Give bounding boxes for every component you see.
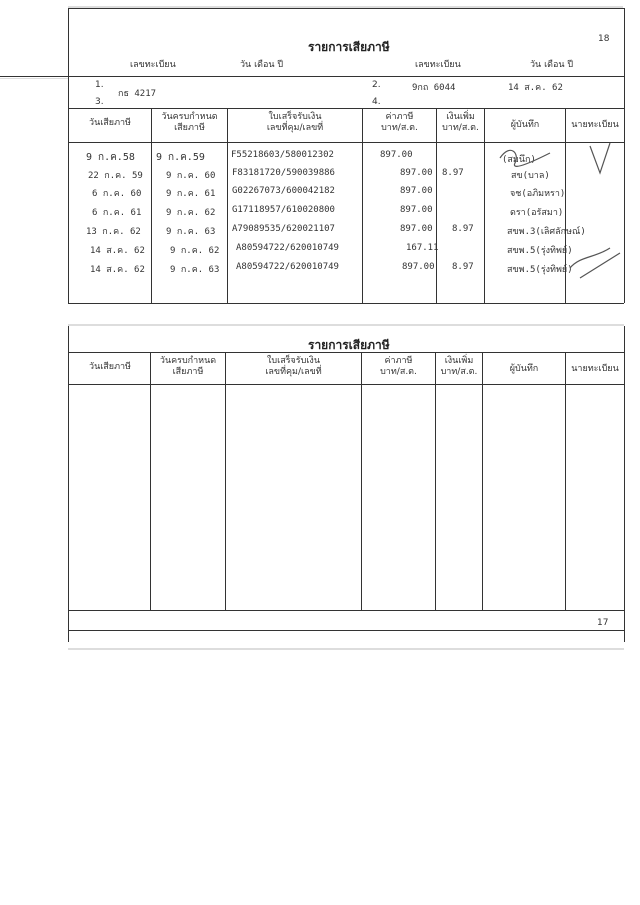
signature-mark [460,138,625,298]
reg-label-left: เลขทะเบียน [130,60,176,70]
top-header-tax: ค่าภาษี บาท/ส.ต. [381,112,418,133]
bottom-header-registrar: นายทะเบียน [571,364,619,374]
bottom-header-due-date: วันครบกำหนด เสียภาษี [159,356,217,377]
top-header-receipt: ใบเสร็จรับเงิน เลขที่คุม/เลขที่ [266,112,324,133]
reg-row-1-no: 1. [95,80,104,90]
bottom-header-extra: เงินเพิ่ม บาท/ส.ต. [440,356,478,377]
reg-row-2-plate: 9กถ 6044 [412,83,456,93]
bottom-header-paid-date: วันเสียภาษี [89,362,131,372]
reg-row-3-no: 3. [95,97,104,107]
reg-row-4-no: 4. [372,97,381,107]
top-header-extra: เงินเพิ่ม บาท/ส.ต. [442,112,479,133]
bottom-title: รายการเสียภาษี [308,338,390,352]
top-header-due-date: วันครบกำหนด เสียภาษี [161,112,218,133]
reg-row-1-plate: กธ 4217 [118,89,157,99]
top-title: รายการเสียภาษี [308,40,390,54]
reg-row-2-no: 2. [372,80,381,90]
date-label-left: วัน เดือน ปี [240,60,284,70]
top-header-registrar: นายทะเบียน [571,120,619,130]
bottom-header-receipt: ใบเสร็จรับเงิน เลขที่คุม/เลขที่ [265,356,322,377]
top-header-recorder: ผู้บันทึก [510,120,540,130]
bottom-page-number: 17 [597,618,609,628]
bottom-header-tax: ค่าภาษี บาท/ส.ต. [380,356,417,377]
reg-row-2-date: 14 ส.ค. 62 [508,83,563,93]
bottom-header-recorder: ผู้บันทึก [509,364,539,374]
reg-label-right: เลขทะเบียน [415,60,461,70]
top-page-number: 18 [598,34,610,44]
date-label-right: วัน เดือน ปี [530,60,574,70]
top-header-paid-date: วันเสียภาษี [89,118,131,128]
